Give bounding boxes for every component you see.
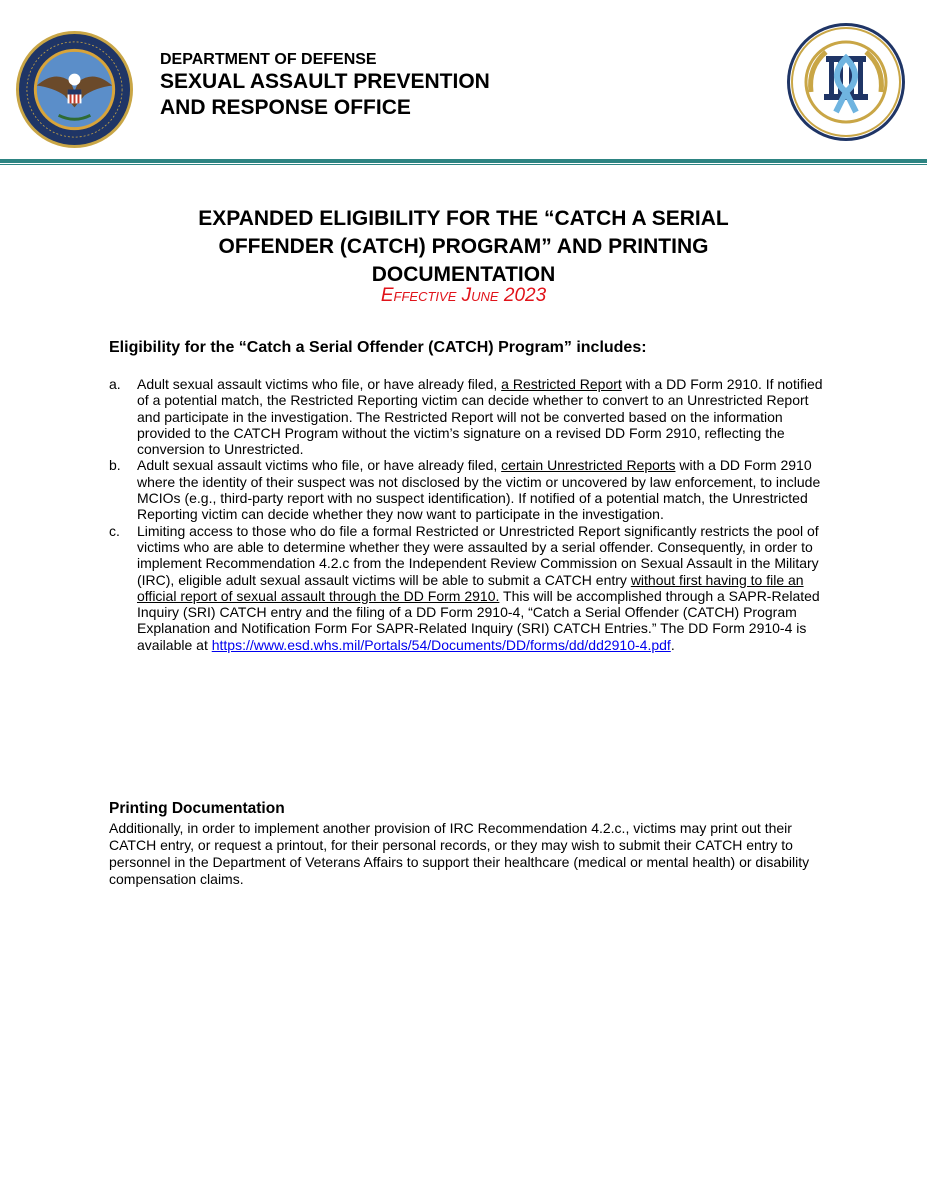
unrestricted-reports-emphasis: certain Unrestricted Reports	[501, 457, 676, 474]
item-text: Limiting access to those who do file a formal Restricted or Unrestricted Report significantly restricts the pool of victims who are able to determine whether they were assaulted by a serial offender. Consequently, in order to implement Recommendation 4.2.c from the Independent Review Commission on Sexual Assault in the Military (IRC), eligible adult sexual assault victims will be able to submit a CATCH entry	[137, 522, 819, 588]
list-item-b	[109, 457, 829, 522]
title-line-2: OFFENDER (CATCH) PROGRAM” AND PRINTING	[218, 235, 709, 258]
office-name-line2: AND RESPONSE OFFICE	[160, 96, 411, 119]
document-title	[130, 205, 797, 289]
no-report-required-emphasis: without first having to file an official report of sexual assault through the DD Form 2910.	[137, 571, 804, 604]
item-text: Adult sexual assault victims who file, or have already filed,	[137, 376, 502, 392]
list-item-a	[109, 376, 829, 457]
item-text: with a DD Form 2910 where the identity of their suspect was not disclosed by the victim or uncovered by law enforcement, to include MCIOs (e.g., third-party report with no suspect identification). If notified of a potential match, the Unrestricted Reporting victim can decide whether they now want to participate in the investigation.	[137, 457, 821, 523]
department-name: DEPARTMENT OF DEFENSE	[160, 51, 377, 68]
eligibility-list	[109, 376, 829, 653]
effective-date: Effective June 2023	[380, 285, 547, 306]
title-line-3: DOCUMENTATION	[371, 263, 556, 286]
printing-body: Additionally, in order to implement another provision of IRC Recommendation 4.2.c., victims may print out their CATCH entry, or request a printout, for their personal records, or they may wish to submit their CATCH entry to personnel in the Department of Veterans Affairs to support their healthcare (medical or mental health) or disability compensation claims.	[109, 820, 810, 887]
item-text-end: .	[670, 636, 675, 653]
list-marker: b.	[109, 457, 121, 474]
list-marker: a.	[109, 376, 121, 392]
item-text: Adult sexual assault victims who file, or have already filed,	[137, 457, 502, 474]
header-text	[160, 50, 490, 121]
sapr-seal-logo	[786, 22, 906, 142]
header-divider-thin	[0, 164, 927, 165]
office-name-line1: SEXUAL ASSAULT PREVENTION	[160, 70, 490, 93]
restricted-report-emphasis: a Restricted Report	[501, 376, 622, 392]
eligibility-heading: Eligibility for the “Catch a Serial Offender (CATCH) Program” includes:	[109, 339, 647, 356]
item-text: This will be accomplished through a SAPR-Related Inquiry (SRI) CATCH entry and the filing of a DD Form 2910-4, “Catch a Serial Offender (CATCH) Program Explanation and Notification Form For SAPR-Related Inquiry (SRI) CATCH Entries.” The DD Form 2910-4 is available at	[137, 587, 820, 653]
title-line-1: EXPANDED ELIGIBILITY FOR THE “CATCH A SERIAL	[198, 207, 729, 230]
list-item-c	[109, 523, 829, 653]
dod-seal-logo	[15, 30, 134, 149]
printing-heading: Printing Documentation	[109, 800, 285, 817]
item-text: with a DD Form 2910. If notified of a potential match, the Restricted Reporting victim can decide whether to convert to an Unrestricted Report and participate in the investigation. The Restricted Report will not be converted based on the information provided to the CATCH Program without the victim’s signature on a revised DD Form 2910, reflecting the conversion to Unrestricted.	[137, 376, 823, 458]
header-divider-thick	[0, 159, 927, 163]
dd2910-4-form-link[interactable]: https://www.esd.whs.mil/Portals/54/Documents/DD/forms/dd/dd2910-4.pdf	[211, 636, 671, 653]
list-marker: c.	[109, 522, 120, 539]
